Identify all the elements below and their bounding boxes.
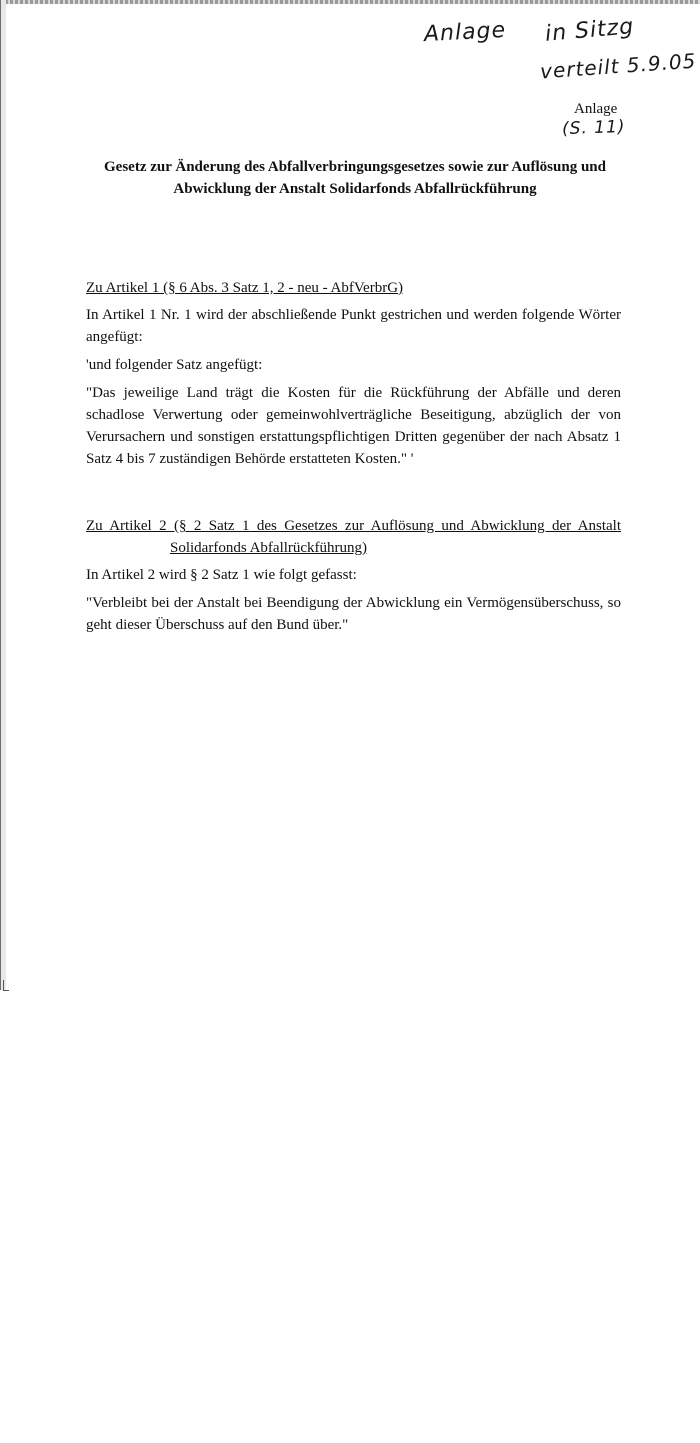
handwritten-anlage-note: Anlage: [423, 17, 507, 48]
section-2-paragraph-2: "Verbleibt bei der Anstalt bei Beendigung der Abwicklung ein Vermögensüberschuss, so geht dieser Überschuss auf den Bund über.": [86, 595, 621, 633]
scan-edge-left: [0, 0, 6, 990]
scan-margin-mark: [3, 980, 9, 991]
section-1-paragraph-3: "Das jeweilige Land trägt die Kosten für die Rückführung der Abfälle und deren schadlose Verwertung oder gemeinwohlverträgliche Beseitigung, abzüglich der von Verursachern und sonstigen erstattungspflichtigen Dritten gegenüber der nach Absatz 1 Satz 4 bis 7 zuständigen Behörde erstatteten Kosten." ': [86, 385, 621, 467]
handwritten-verteilt-date: verteilt 5.9.05: [539, 48, 698, 84]
handwritten-sitzung-note: in Sitzg: [544, 14, 636, 47]
scan-edge-top: [0, 0, 700, 4]
handwritten-page-reference: (S. 11): [561, 116, 626, 140]
document-title-line-1: Gesetz zur Änderung des Abfallverbringungsgesetzes sowie zur Auflösung und: [104, 159, 606, 175]
document-title-line-2: Abwicklung der Anstalt Solidarfonds Abfallrückführung: [173, 181, 537, 197]
section-1-heading: Zu Artikel 1 (§ 6 Abs. 3 Satz 1, 2 - neu - AbfVerbrG): [86, 280, 404, 296]
section-2-paragraph-1: In Artikel 2 wird § 2 Satz 1 wie folgt gefasst:: [86, 567, 357, 583]
anlage-label: Anlage: [574, 101, 618, 117]
section-2-heading-line-2: Solidarfonds Abfallrückführung): [170, 540, 368, 556]
section-1-paragraph-2: 'und folgender Satz angefügt:: [86, 357, 263, 373]
section-2-heading-line-1: Zu Artikel 2 (§ 2 Satz 1 des Gesetzes zur Auflösung und Abwicklung der Anstalt: [86, 518, 621, 534]
section-1-paragraph-1: In Artikel 1 Nr. 1 wird der abschließende Punkt gestrichen und werden folgende Wörter angefügt:: [86, 307, 621, 345]
